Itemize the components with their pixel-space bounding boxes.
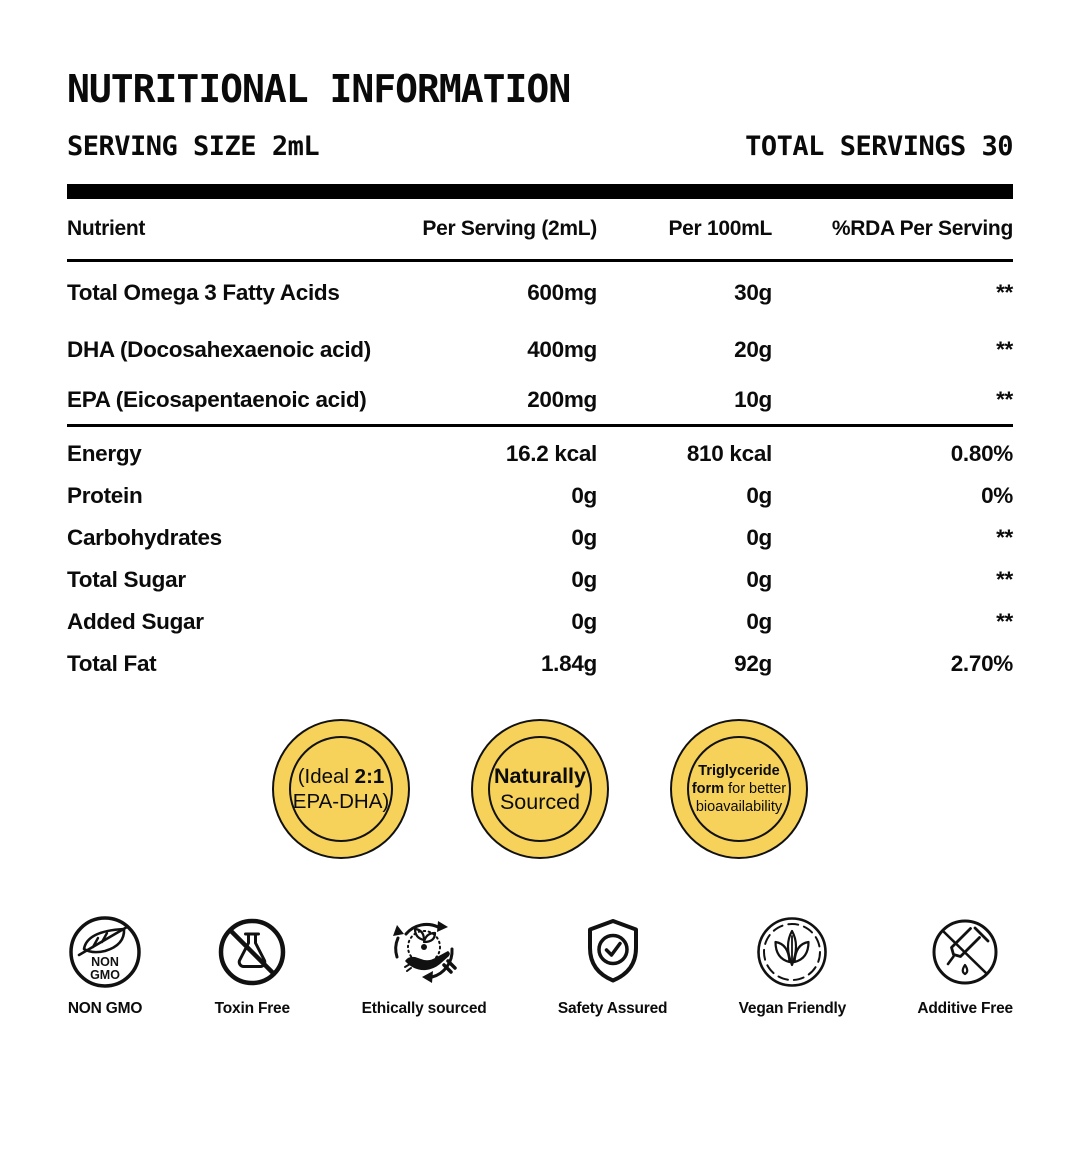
feature-non-gmo <box>67 914 143 1018</box>
cell-rda: 2.70% <box>950 651 1013 676</box>
badge-text-segment: Naturally <box>493 764 586 788</box>
table-section-omega <box>67 262 1013 424</box>
feature-label: Toxin Free <box>214 1000 290 1017</box>
cell-per-serving: 600mg <box>527 280 597 305</box>
cell-per-100ml: 92g <box>734 651 772 676</box>
badge-text-segment: EPA-DHA) <box>292 790 390 813</box>
feature-label: Ethically sourced <box>361 1000 487 1017</box>
cell-rda: ** <box>996 387 1013 412</box>
badge-triglyceride-form <box>670 719 808 859</box>
cell-per-100ml: 20g <box>734 337 772 362</box>
badge-text-segment: (Ideal <box>297 765 355 788</box>
feature-additive-free <box>917 914 1013 1018</box>
serving-info-row <box>67 133 1013 160</box>
feature-icons-row <box>67 914 1013 1018</box>
cell-nutrient: Total Sugar <box>67 567 186 592</box>
cell-per-serving: 0g <box>571 525 597 550</box>
badge-text-segment: bioavailability <box>695 799 783 815</box>
cell-per-100ml: 0g <box>746 525 772 550</box>
table-row <box>67 324 1013 376</box>
feature-safety-assured <box>558 914 667 1018</box>
cell-nutrient: Total Fat <box>67 651 157 676</box>
table-row <box>67 643 1013 685</box>
badge-epa-dha-ratio <box>272 719 410 859</box>
safety-assured-icon <box>575 914 651 990</box>
cell-nutrient: Protein <box>67 483 143 508</box>
badge-inner-ring <box>687 736 791 842</box>
feature-label: Vegan Friendly <box>738 1000 847 1017</box>
badge-inner-ring <box>488 736 592 842</box>
vegan-friendly-icon <box>754 914 830 990</box>
table-row <box>67 475 1013 517</box>
cell-rda: ** <box>996 609 1013 634</box>
feature-label: Additive Free <box>917 1000 1013 1017</box>
cell-rda: ** <box>996 337 1013 362</box>
divider-bar-thick <box>67 184 1013 199</box>
cell-nutrient: Carbohydrates <box>67 525 222 550</box>
table-row <box>67 433 1013 475</box>
badge-text-segment: 2:1 <box>354 765 385 788</box>
badge-text-segment: Triglyceride <box>698 763 780 779</box>
column-header-nutrient: Nutrient <box>67 217 146 240</box>
badge-text-segment: Sourced <box>499 790 581 814</box>
cell-rda: 0.80% <box>950 441 1013 466</box>
non-gmo-icon <box>67 914 143 990</box>
table-row <box>67 262 1013 324</box>
non-gmo-icon-text: NON <box>91 955 119 969</box>
badge-text <box>692 762 786 816</box>
cell-per-serving: 16.2 kcal <box>505 441 597 466</box>
total-servings-text: TOTAL SERVINGS 30 <box>745 131 1013 162</box>
badge-text <box>494 763 586 815</box>
non-gmo-icon-text: GMO <box>90 968 120 982</box>
cell-nutrient: Added Sugar <box>67 609 204 634</box>
cell-rda: ** <box>996 567 1013 592</box>
feature-label: Safety Assured <box>557 1000 668 1017</box>
feature-ethically-sourced <box>362 914 487 1018</box>
feature-label: NON GMO <box>67 1000 143 1017</box>
badge-naturally-sourced <box>471 719 609 859</box>
column-header-rda: %RDA Per Serving <box>831 217 1013 240</box>
cell-per-100ml: 30g <box>734 280 772 305</box>
cell-per-100ml: 810 kcal <box>686 441 772 466</box>
serving-size-text: SERVING SIZE 2mL <box>67 131 320 162</box>
cell-rda: ** <box>996 280 1013 305</box>
table-row <box>67 517 1013 559</box>
cell-rda: ** <box>996 525 1013 550</box>
cell-per-serving: 0g <box>571 567 597 592</box>
cell-rda: 0% <box>981 483 1013 508</box>
table-row <box>67 376 1013 424</box>
badge-text-segment: for better <box>724 781 787 797</box>
cell-nutrient: Energy <box>67 441 142 466</box>
column-header-per-serving: Per Serving (2mL) <box>422 217 597 240</box>
nutrition-label <box>0 67 1080 1150</box>
badge-inner-ring <box>289 736 393 842</box>
cell-per-100ml: 10g <box>734 387 772 412</box>
cell-per-serving: 1.84g <box>540 651 597 676</box>
feature-toxin-free <box>214 914 290 1018</box>
additive-free-icon <box>927 914 1003 990</box>
cell-per-serving: 0g <box>571 483 597 508</box>
page-title: NUTRITIONAL INFORMATION <box>67 67 571 111</box>
table-row <box>67 601 1013 643</box>
cell-nutrient: Total Omega 3 Fatty Acids <box>67 280 340 305</box>
badge-row <box>67 719 1013 859</box>
cell-per-100ml: 0g <box>746 567 772 592</box>
cell-per-serving: 400mg <box>527 337 597 362</box>
table-header-row <box>67 199 1013 259</box>
cell-nutrient: DHA (Docosahexaenoic acid) <box>67 337 371 362</box>
table-row <box>67 559 1013 601</box>
cell-nutrient: EPA (Eicosapentaenoic acid) <box>67 387 367 412</box>
ethically-sourced-icon <box>386 914 462 990</box>
cell-per-serving: 0g <box>571 609 597 634</box>
toxin-free-icon <box>214 914 290 990</box>
badge-text <box>293 764 389 814</box>
badge-text-segment: form <box>691 781 725 797</box>
table-section-macros <box>67 427 1013 685</box>
cell-per-100ml: 0g <box>746 483 772 508</box>
feature-vegan-friendly <box>739 914 846 1018</box>
cell-per-serving: 200mg <box>527 387 597 412</box>
column-header-per-100ml: Per 100mL <box>668 217 772 240</box>
cell-per-100ml: 0g <box>746 609 772 634</box>
